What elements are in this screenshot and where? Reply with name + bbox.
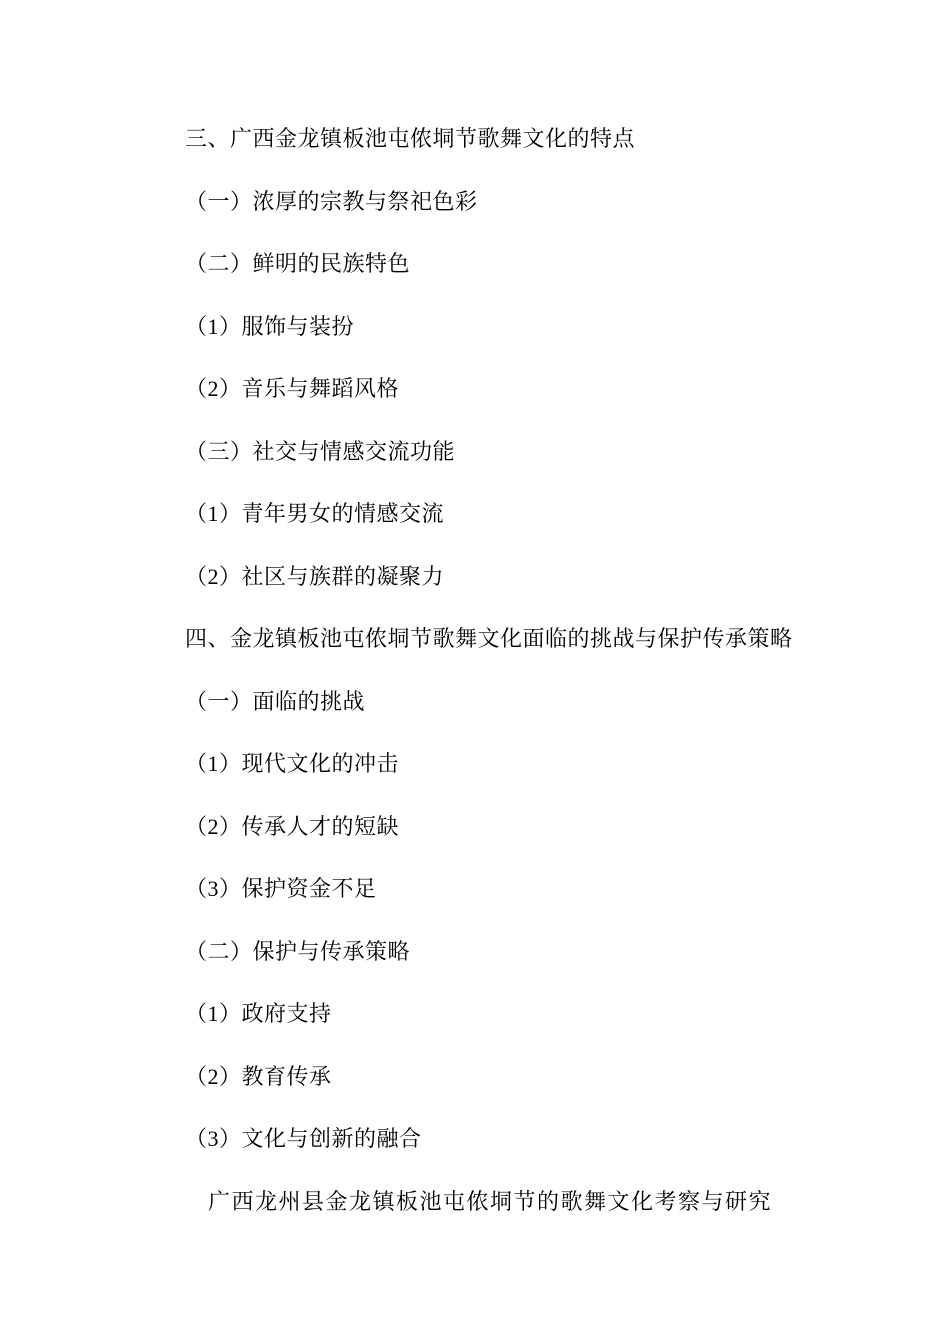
outline-heading: 四、金龙镇板池屯侬垌节歌舞文化面临的挑战与保护传承策略	[185, 626, 793, 651]
outline-item: （2）音乐与舞蹈风格	[185, 376, 400, 401]
outline-item: （2）传承人才的短缺	[185, 813, 400, 839]
outline-subitem: （一）面临的挑战	[185, 688, 366, 714]
outline-heading: 三、广西金龙镇板池屯侬垌节歌舞文化的特点	[185, 126, 636, 151]
outline-item: （3）文化与创新的融合	[185, 1126, 422, 1151]
doc-title: 广西龙州县金龙镇板池屯侬垌节的歌舞文化考察与研究	[207, 1188, 772, 1214]
outline-item: （3）保护资金不足	[185, 876, 377, 901]
outline-item: （1）现代文化的冲击	[185, 751, 400, 776]
outline-item: （1）服饰与装扮	[185, 313, 355, 339]
outline-content	[143, 108, 807, 1233]
outline-subitem: （二）保护与传承策略	[185, 938, 411, 964]
outline-item: （2）社区与族群的凝聚力	[185, 563, 445, 589]
outline-subitem: （二）鲜明的民族特色	[185, 251, 411, 276]
outline-subitem: （一）浓厚的宗教与祭祀色彩	[185, 188, 478, 214]
outline-item: （2）教育传承	[185, 1063, 332, 1089]
outline-item: （1）政府支持	[185, 1001, 332, 1026]
outline-subitem: （三）社交与情感交流功能	[185, 438, 456, 464]
outline-item: （1）青年男女的情感交流	[185, 501, 445, 526]
